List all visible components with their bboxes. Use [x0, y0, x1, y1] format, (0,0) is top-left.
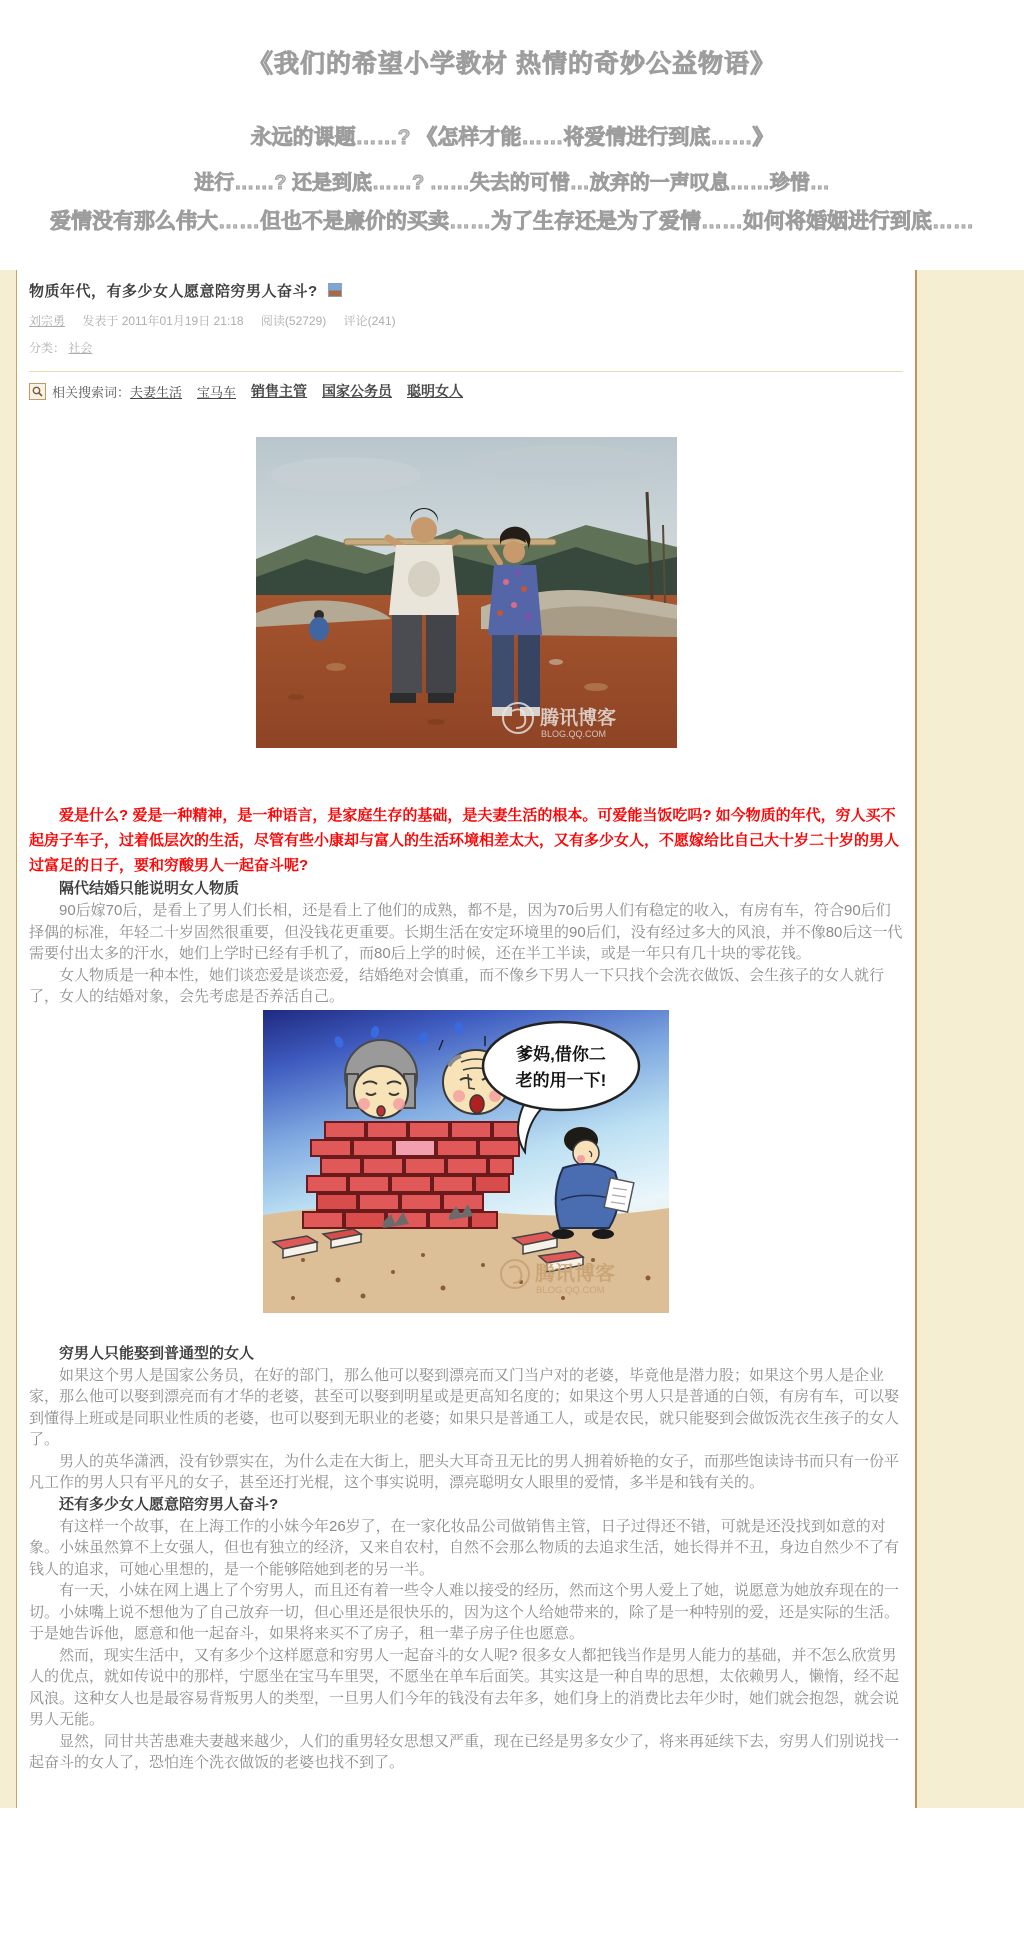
keyword-link-1[interactable]: 夫妻生活: [130, 384, 183, 400]
construction-photo: [256, 437, 677, 748]
section1-paragraph-1: 90后嫁70后，是看上了男人们长相，还是看上了他们的成熟，都不是，因为70后男人们有稳定的收入，有房有车，符合90后们择偶的标准，年轻二十岁固然很重要，但没钱花更重要。长期生活在安定环境里的90后们，没有经过多大的风浪，并不像80后这一代需要付出太多的汗水，她们上学时已经有手机了，而80后上学的时候，还在半工半读，或是一年只有几十块的零花钱。: [29, 902, 903, 962]
section3-paragraph-3: 然而，现实生活中，又有多少个这样愿意和穷男人一起奋斗的女人呢? 很多女人都把钱当作是男人能力的基础，并不怎么欣赏男人的优点，就如传说中的那样，宁愿坐在宝马车里哭，不愿坐在单车后面笑。其实这是一种自卑的思想，太依赖男人，懒惰，经不起风浪。这种女人也是最容易背叛男人的类型，一旦男人们今年的钱没有去年多，她们身上的消费比去年少时，她们就会抱怨，就会说男人无能。: [29, 1646, 900, 1728]
section1-paragraph-2: 女人物质是一种本性，她们谈恋爱是谈恋爱，结婚绝对会慎重，而不像乡下男人一下只找个会洗衣做饭、会生孩子的女人就行了，女人的结婚对象，会先考虑是否养活自己。: [29, 966, 885, 1005]
keyword-link-4[interactable]: 国家公务员: [322, 383, 393, 399]
keyword-link-3[interactable]: 销售主管: [251, 383, 308, 399]
divider: [29, 371, 903, 372]
svg-text:BLOG.QQ.COM: BLOG.QQ.COM: [540, 729, 606, 739]
svg-text:腾讯博客: 腾讯博客: [535, 1262, 615, 1285]
section3-paragraph-2: 有一天，小妹在网上遇上了个穷男人，而且还有着一些令人难以接受的经历，然而这个男人爱上了她，说愿意为她放弃现在的一切。小妹嘴上说不想他为了自己放弃一切，但心里还是很快乐的，因为这个人给她带来的，除了是一种特别的爱，还是实际的生活。于是她告诉他，愿意和他一起奋斗，如果将来买不了房子，租一辈子房子住也愿意。: [29, 1582, 900, 1642]
comment-count: 评论(241): [343, 314, 396, 328]
section2-paragraph-2: 男人的英华潇洒，没有钞票实在，为什么走在大街上，肥头大耳奇丑无比的男人拥着娇艳的女子，而那些饱读诗书而只有一份平凡工作的男人只有平凡的女子，甚至还打光棍，这个事实说明，漂亮聪明女人眼里的爱情，多半是和钱有关的。: [29, 1452, 900, 1491]
post-content-column: [17, 270, 915, 1774]
related-label: 相关搜索词：: [52, 384, 131, 400]
author-link[interactable]: 刘宗勇: [29, 314, 66, 328]
section2-paragraph-1: 如果这个男人是国家公务员，在好的部门，那么他可以娶到漂亮而又门当户对的老婆，毕竟他是潜力股；如果这个男人是企业家，那么他可以娶到漂亮而有才华的老婆，甚至可以娶到明星或是更高知名度的；如果这个男人只是普通的白领，有房有车，可以娶到懂得上班或是同职业性质的老婆，也可以娶到无职业的老婆；如果只是普通工人，或是农民，就只能娶到会做饭洗衣生孩子的女人了。: [29, 1366, 900, 1448]
cartoon-image: [263, 1010, 669, 1313]
category-row: 分类： 社会: [29, 341, 93, 355]
section3-heading: 还有多少女人愿意陪穷男人奋斗?: [59, 1495, 279, 1513]
header-deco-line-4: 爱情没有那么伟大……但也不是廉价的买卖……为了生存还是为了爱情……如何将婚姻进行到底……: [50, 210, 974, 233]
picture-icon: [328, 283, 342, 297]
header-deco-line-3: 进行……? 还是到底……? ……失去的可惜…放弃的一声叹息……珍惜…: [194, 172, 830, 194]
page-background-left-strip: [0, 270, 17, 1808]
related-keywords-row: [29, 381, 903, 401]
sidebar-cream-panel: [915, 270, 1024, 1808]
category-link[interactable]: 社会: [68, 341, 93, 355]
read-count: 阅读(52729): [260, 314, 327, 328]
svg-text:爹妈,借你二: 爹妈,借你二: [516, 1044, 606, 1064]
cartoon-image-wrap: [29, 1010, 903, 1318]
svg-text:腾讯博客: 腾讯博客: [539, 708, 616, 729]
search-icon: [29, 383, 46, 400]
svg-text:BLOG.QQ.COM: BLOG.QQ.COM: [536, 1284, 605, 1296]
svg-text:老的用一下!: 老的用一下!: [515, 1070, 607, 1090]
post-title: 物质年代，有多少女人愿意陪穷男人奋斗?: [29, 280, 903, 301]
section3-paragraph-4: 显然，同甘共苦患难夫妻越来越少，人们的重男轻女思想又严重，现在已经是男多女少了，将来再延续下去，穷男人们别说找一起奋斗的女人了，恐怕连个洗衣做饭的老婆也找不到了。: [29, 1732, 900, 1771]
publish-date: 发表于 2011年01月19日 21:18: [82, 314, 244, 328]
header-deco-line-2: 永远的课题……? 《怎样才能……将爱情进行到底……》: [250, 126, 774, 149]
keyword-link-5[interactable]: 聪明女人: [407, 383, 464, 399]
keyword-link-2[interactable]: 宝马车: [197, 384, 237, 400]
header-deco-line-1: 《我们的希望小学教材 热情的奇妙公益物语》: [248, 50, 776, 78]
construction-photo-wrap: [29, 437, 903, 753]
intro-red-paragraph: 爱是什么? 爱是一种精神，是一种语言，是家庭生存的基础，是夫妻生活的根本。可爱能当饭吃吗? 如今物质的年代，穷人买不起房子车子，过着低层次的生活，尽管有些小康却与富人的生活环境相差太大，又有多少女人，不愿嫁给比自己大十岁二十岁的男人过富足的日子，要和穷酸男人一起奋斗呢?: [29, 807, 900, 874]
section2-heading: 穷男人只能娶到普通型的女人: [59, 1344, 255, 1362]
section1-heading: 隔代结婚只能说明女人物质: [59, 880, 240, 897]
section3-paragraph-1: 有这样一个故事，在上海工作的小妹今年26岁了，在一家化妆品公司做销售主管，日子过得还不错，可就是还没找到如意的对象。小妹虽然算不上女强人，但也有独立的经济，又来自农村，自然不会那么物质的去追求生活，她长得并不丑，身边自然少不了有钱人的追求，可她心里想的，是一个能够陪她到老的另一半。: [29, 1517, 900, 1578]
post-meta: [29, 312, 903, 329]
